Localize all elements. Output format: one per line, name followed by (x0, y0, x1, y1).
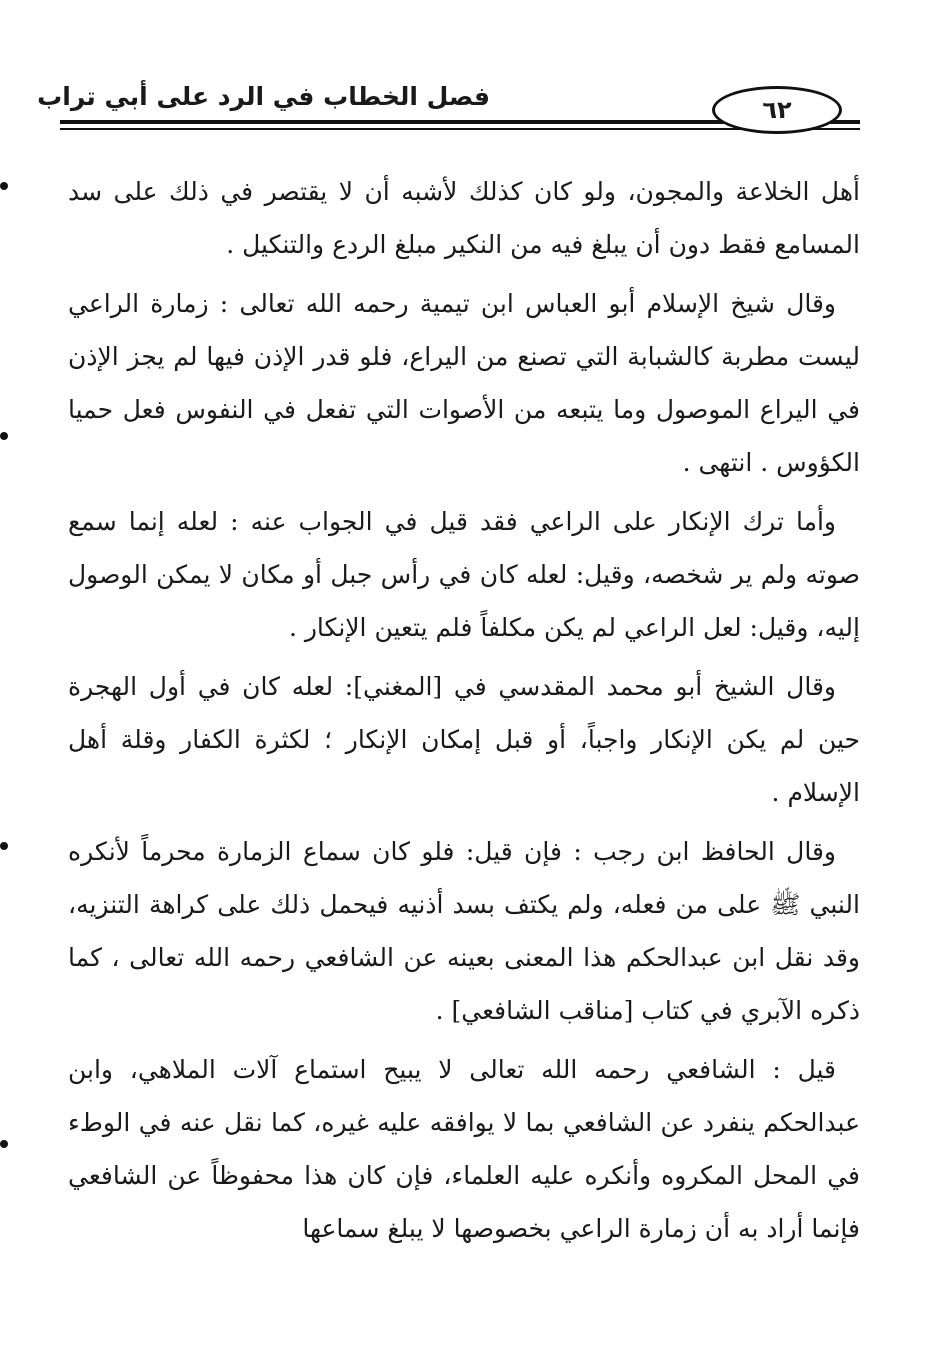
paragraph: وقال الشيخ أبو محمد المقدسي في [المغني]: لعله كان في أول الهجرة حين لم يكن الإنكار واجباً، أو قبل إمكان الإنكار ؛ لكثرة الكفار وقلة أهل الإسلام . (68, 672, 860, 807)
paragraph: وقال الحافظ ابن رجب : فإن قيل: فلو كان سماع الزمارة محرماً لأنكره النبي ﷺ على من فعله، ولم يكتف بسد أذنيه فيحمل ذلك على كراهة التنزيه، وقد نقل ابن عبدالحكم هذا المعنى بعينه عن الشافعي رحمه الله تعالى ، كما ذكره الآبري في كتاب [مناقب الشافعي] . (68, 837, 860, 1025)
page-body (68, 165, 860, 1261)
margin-mark (0, 182, 8, 190)
paragraph: وقال شيخ الإسلام أبو العباس ابن تيمية رحمه الله تعالى : زمارة الراعي ليست مطربة كالشبابة التي تصنع من اليراع، فلو قدر الإذن فيها لم يجز الإذن في اليراع الموصول وما يتبعه من الأصوات التي تفعل في النفوس فعل حميا الكؤوس . انتهى . (68, 289, 860, 477)
paragraph: وأما ترك الإنكار على الراعي فقد قيل في الجواب عنه : لعله إنما سمع صوته ولم ير شخصه، وقيل: لعله كان في رأس جبل أو مكان لا يمكن الوصول إليه، وقيل: لعل الراعي لم يكن مكلفاً فلم يتعين الإنكار . (68, 507, 860, 642)
paragraph: أهل الخلاعة والمجون، ولو كان كذلك لأشبه أن لا يقتصر في ذلك على سد المسامع فقط دون أن يبلغ فيه من النكير مبلغ الردع والتنكيل . (68, 177, 860, 259)
page-header (37, 78, 860, 138)
paragraph: قيل : الشافعي رحمه الله تعالى لا يبيح استماع آلات الملاهي، وابن عبدالحكم ينفرد عن الشافعي بما لا يوافقه عليه غيره، كما نقل عنه في الوطء في المحل المكروه وأنكره عليه العلماء، فإن كان هذا محفوظاً عن الشافعي فإنما أراد به أن زمارة الراعي بخصوصها لا يبلغ سماعها (68, 1055, 860, 1243)
running-title: فصل الخطاب في الرد على أبي تراب (37, 82, 490, 111)
margin-mark (0, 432, 8, 440)
page-number: ٦٢ (712, 86, 842, 134)
margin-mark (0, 1140, 8, 1148)
margin-mark (0, 842, 8, 850)
